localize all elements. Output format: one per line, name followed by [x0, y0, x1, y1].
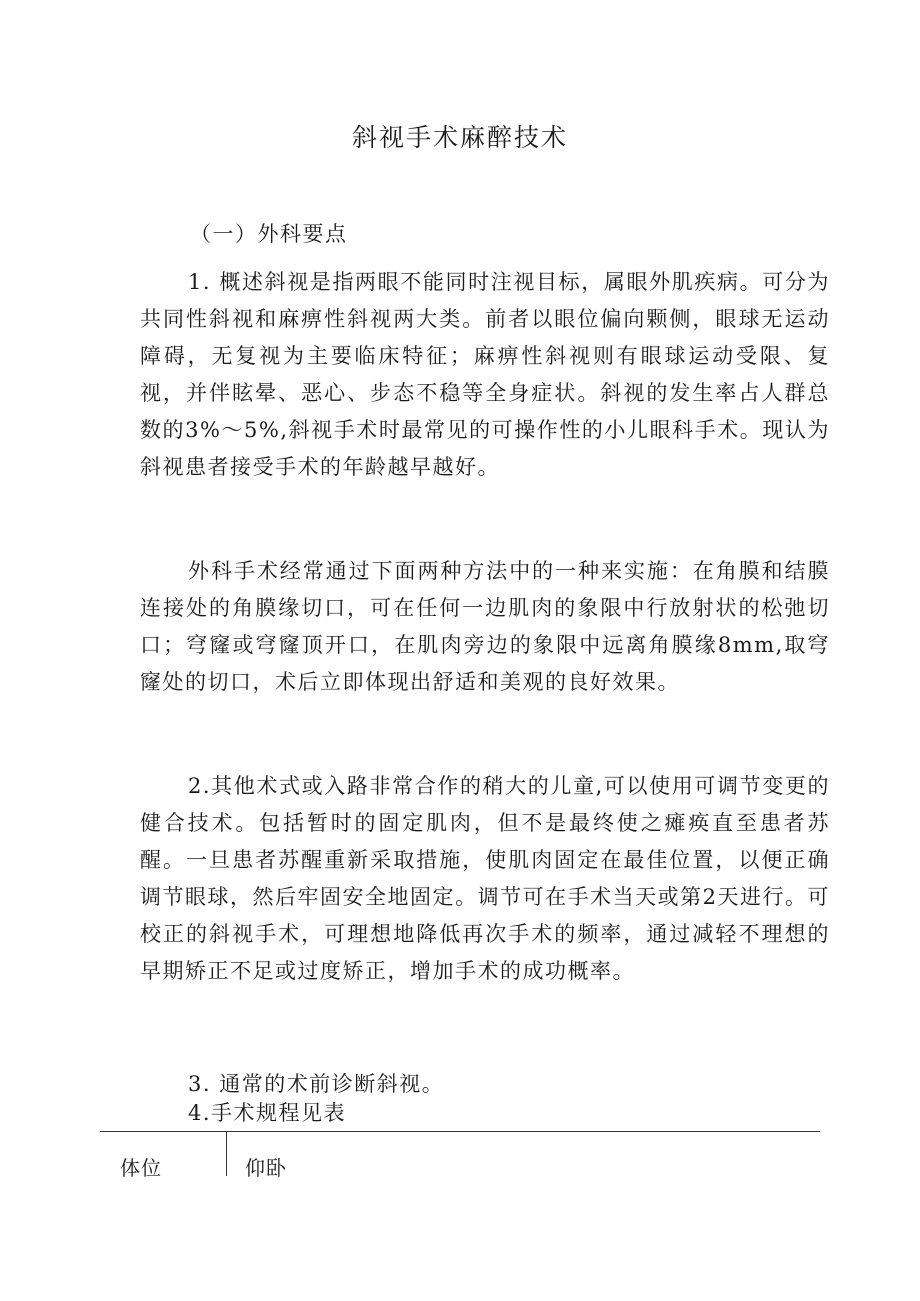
- table-divider: [226, 1132, 227, 1176]
- procedure-table: [100, 1131, 820, 1180]
- list-item-diagnosis: 3. 通常的术前诊断斜视。: [188, 1072, 445, 1096]
- paragraph-surgical-methods: 外科手术经常通过下面两种方法中的一种来实施：在角膜和结膜连接处的角膜缘切口，可在任何一边肌肉的象限中行放射状的松弛切口；穹窿或穹窿顶开口，在肌肉旁边的象限中远离角膜缘8mm,取穹窿处的切口，术后立即体现出舒适和美观的良好效果。: [140, 559, 830, 694]
- table-cell-label: 体位: [120, 1156, 162, 1180]
- document-title: 斜视手术麻醉技术: [351, 123, 568, 152]
- section-heading: （一）外科要点: [190, 222, 348, 246]
- list-item-procedure: 4.手术规程见表: [188, 1101, 347, 1125]
- paragraph-overview: 1. 概述斜视是指两眼不能同时注视目标，属眼外肌疾病。可分为共同性斜视和麻痹性斜视两大类。前者以眼位偏向颗侧，眼球无运动障碍，无复视为主要临床特征；麻痹性斜视则有眼球运动受限、复视，并伴眩晕、恶心、步态不稳等全身症状。斜视的发生率占人群总数的3%～5%,斜视手术时最常见的可操作性的小儿眼科手术。现认为斜视患者接受手术的年龄越早越好。: [140, 270, 830, 479]
- paragraph-adjustable-technique: 2.其他术式或入路非常合作的稍大的儿童,可以使用可调节变更的健合技术。包括暂时的固定肌肉，但不是最终使之瘫痪直至患者苏醒。一旦患者苏醒重新采取措施，使肌肉固定在最佳位置，以便正确调节眼球，然后牢固安全地固定。调节可在手术当天或第2天进行。可校正的斜视手术，可理想地降低再次手术的频率，通过减轻不理想的早期矫正不足或过度矫正，增加手术的成功概率。: [140, 774, 830, 983]
- table-cell-value: 仰卧: [245, 1156, 287, 1180]
